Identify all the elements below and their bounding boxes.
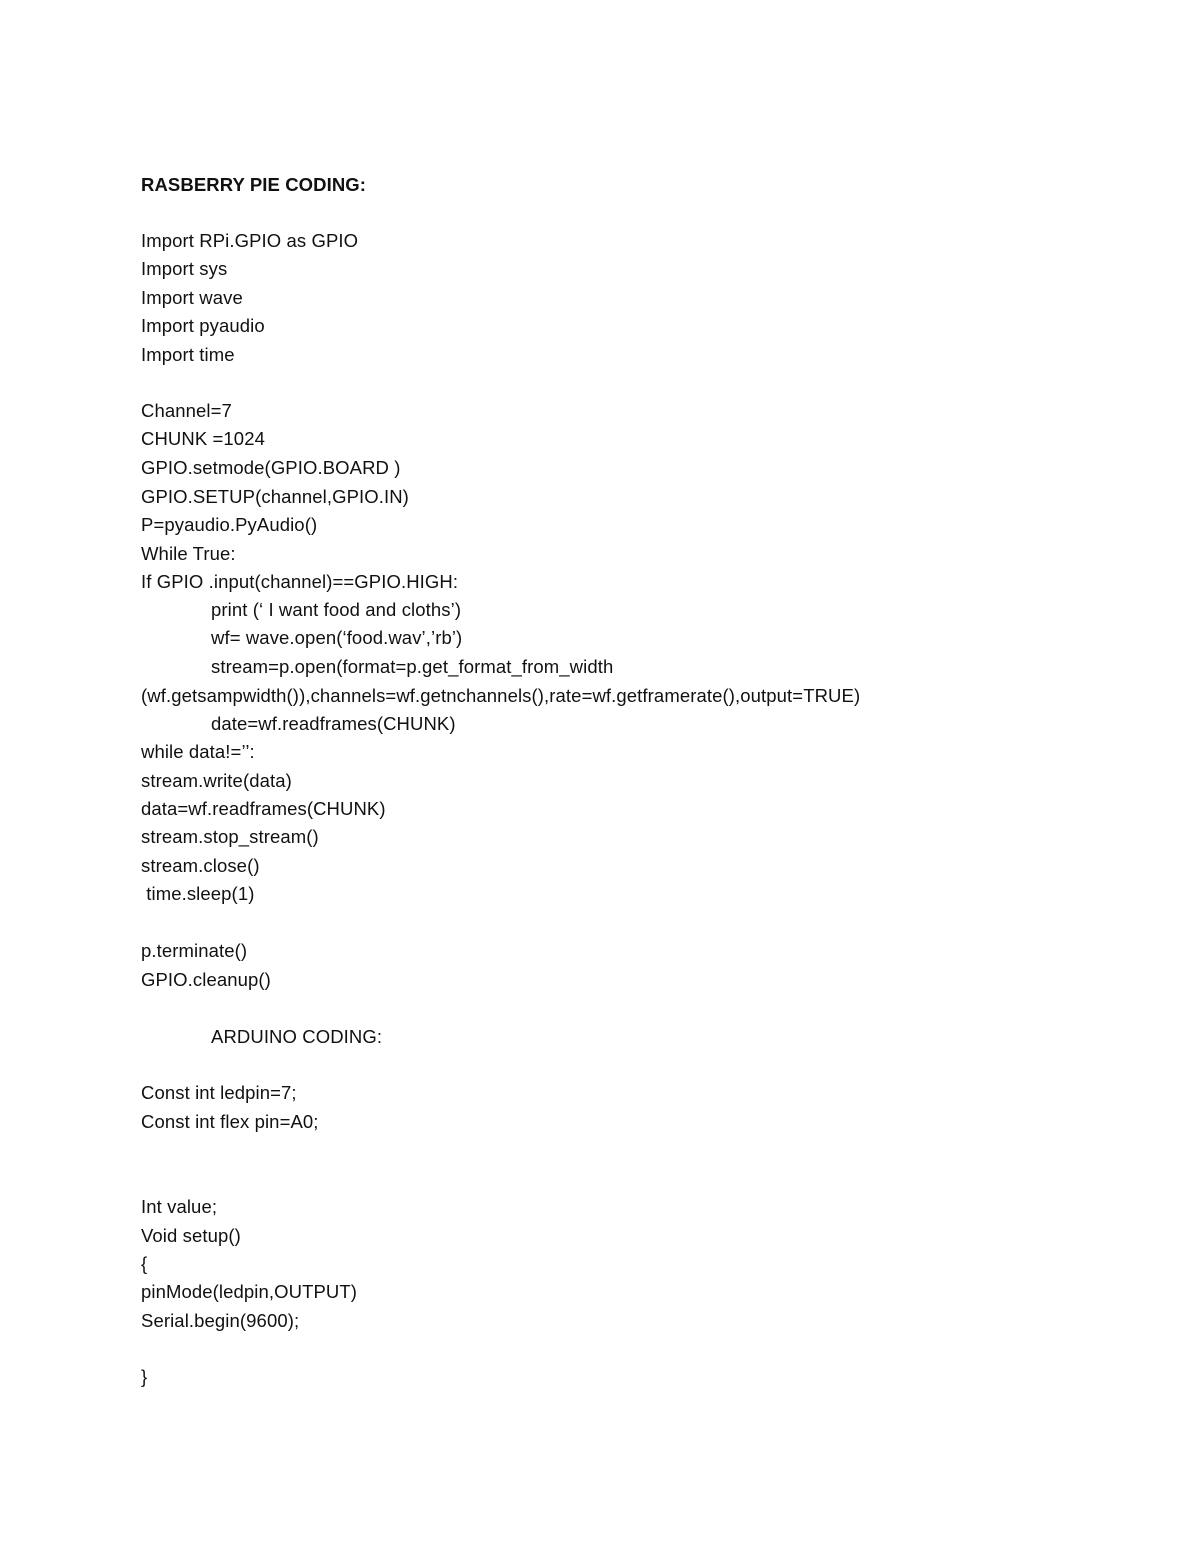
code-line: GPIO.SETUP(channel,GPIO.IN) <box>141 486 409 507</box>
code-line: stream.stop_stream() <box>141 826 319 847</box>
code-line: Import wave <box>141 287 243 308</box>
code-line: Import sys <box>141 258 228 279</box>
code-line: Void setup() <box>141 1225 241 1246</box>
code-line: print (‘ I want food and cloths’) <box>211 599 462 620</box>
code-line: pinMode(ledpin,OUTPUT) <box>141 1281 358 1302</box>
code-line: Int value; <box>141 1196 218 1217</box>
code-line: Import pyaudio <box>141 315 265 336</box>
code-line: GPIO.setmode(GPIO.BOARD ) <box>141 457 401 478</box>
code-line: Const int flex pin=A0; <box>141 1111 319 1132</box>
code-line: P=pyaudio.PyAudio() <box>141 514 318 535</box>
code-line: data=wf.readframes(CHUNK) <box>141 798 386 819</box>
code-line: If GPIO .input(channel)==GPIO.HIGH: <box>141 571 459 592</box>
code-line: time.sleep(1) <box>141 883 255 904</box>
code-line: { <box>141 1253 148 1274</box>
code-line: Const int ledpin=7; <box>141 1082 297 1103</box>
code-line: while data!=’’: <box>141 741 255 762</box>
code-line: stream.write(data) <box>141 770 292 791</box>
code-line: Import RPi.GPIO as GPIO <box>141 230 359 251</box>
code-line: wf= wave.open(‘food.wav’,’rb’) <box>211 627 463 648</box>
section-heading-arduino: ARDUINO CODING: <box>211 1026 383 1047</box>
code-line: Import time <box>141 344 235 365</box>
code-line: Serial.begin(9600); <box>141 1310 300 1331</box>
code-line: p.terminate() <box>141 940 248 961</box>
code-line: stream=p.open(format=p.get_format_from_width <box>211 656 614 677</box>
code-line: While True: <box>141 543 236 564</box>
code-line: CHUNK =1024 <box>141 428 265 449</box>
code-line: (wf.getsampwidth()),channels=wf.getnchannels(),rate=wf.getframerate(),output=TRUE) <box>141 685 861 706</box>
code-line: } <box>141 1366 148 1387</box>
section-heading-raspberry-pi: RASBERRY PIE CODING: <box>141 174 367 195</box>
code-line: GPIO.cleanup() <box>141 969 271 990</box>
code-line: stream.close() <box>141 855 260 876</box>
code-line: date=wf.readframes(CHUNK) <box>211 713 456 734</box>
code-line: Channel=7 <box>141 400 232 421</box>
